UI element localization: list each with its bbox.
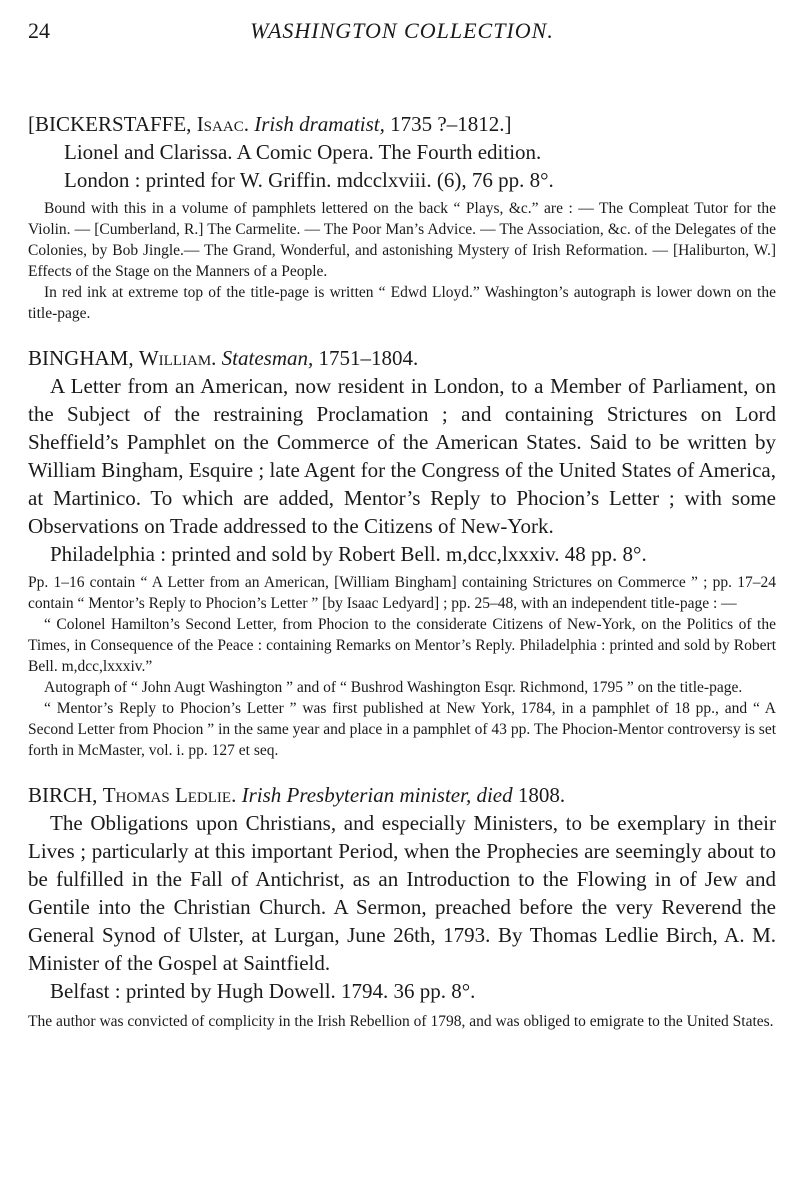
catalog-entry-bickerstaffe bbox=[28, 110, 776, 324]
entry-note: Autograph of “ John Augt Washington ” and of “ Bushrod Washington Esqr. Richmond, 1795 ” on the title-page. bbox=[44, 679, 743, 696]
catalog-entry-birch bbox=[28, 781, 776, 1032]
entry-heading: BIRCH, Thomas Ledlie. Irish Presbyterian minister, died 1808. bbox=[28, 783, 566, 807]
entry-note: In red ink at extreme top of the title-page is written “ Edwd Lloyd.” Washington’s autograph is lower down on the title-page. bbox=[28, 284, 776, 322]
entry-note: “ Mentor’s Reply to Phocion’s Letter ” was first published at New York, 1784, in a pamphlet of 18 pp., and “ A Second Letter from Phocion ” in the same year and place in a pamphlet of 43 pp. The Phocion-Mentor controversy is set forth in McMaster, vol. i. pp. 127 et seq. bbox=[28, 700, 776, 759]
entry-heading: [BICKERSTAFFE, Isaac. Irish dramatist, 1735 ?–1812.] bbox=[28, 112, 512, 136]
entry-title: The Obligations upon Christians, and especially Ministers, to be exemplary in their Lives ; particularly at this important Period, when the Prophecies are seemingly about to be fulfilled in the Fall of Antichrist, as an Introduction to the Flowing in of Jew and Gentile into the Christian Church. A Sermon, preached before the very Reverend the General Synod of Ulster, at Lurgan, June 26th, 1793. By Thomas Ledlie Birch, A. M. Minister of the Gospel at Saintfield. bbox=[28, 811, 776, 975]
entry-note: The author was convicted of complicity in the Irish Rebellion of 1798, and was obliged to emigrate to the United States. bbox=[28, 1013, 774, 1030]
catalog-page bbox=[28, 18, 776, 1032]
page-header bbox=[28, 18, 776, 58]
entry-note: “ Colonel Hamilton’s Second Letter, from Phocion to the considerate Citizens of New-York, on the Politics of the Times, in Consequence of the Peace : containing Remarks on Mentor’s Reply. Philadelphia : printed and sold by Robert Bell. m,dcc,lxxxiv.” bbox=[28, 616, 776, 675]
entry-imprint: Belfast : printed by Hugh Dowell. 1794. 36 pp. 8°. bbox=[50, 979, 476, 1003]
catalog-entry-bingham bbox=[28, 344, 776, 761]
entry-title: A Letter from an American, now resident in London, to a Member of Parliament, on the Subject of the restraining Proclamation ; and containing Strictures on Lord Sheffield’s Pamphlet on the Commerce of the American States. Said to be written by William Bingham, Esquire ; late Agent for the Congress of the United States of America, at Martinico. To which are added, Mentor’s Reply to Phocion’s Letter ; with some Observations on Trade addressed to the Citizens of New-York. bbox=[28, 374, 776, 538]
running-title: WASHINGTON COLLECTION. bbox=[250, 18, 554, 43]
entry-note: Pp. 1–16 contain “ A Letter from an American, [William Bingham] containing Strictures on Commerce ” ; pp. 17–24 contain “ Mentor’s Reply to Phocion’s Letter ” [by Isaac Ledyard] ; pp. 25–48, with an independent title-page : — bbox=[28, 574, 776, 612]
page-number: 24 bbox=[28, 18, 50, 43]
entry-imprint: Philadelphia : printed and sold by Robert Bell. m,dcc,lxxxiv. 48 pp. 8°. bbox=[50, 542, 647, 566]
entry-note: Bound with this in a volume of pamphlets lettered on the back “ Plays, &c.” are : — The Compleat Tutor for the Violin. — [Cumberland, R.] The Carmelite. — The Poor Man’s Advice. — The Association, &c. of the Delegates of the Colonies, by Bob Jingle.— The Grand, Wonderful, and astonishing Mystery of Irish Reformation. — [Haliburton, W.] Effects of the Stage on the Manners of a People. bbox=[28, 200, 776, 280]
entry-imprint-line: London : printed for W. Griffin. mdcclxviii. (6), 76 pp. 8°. bbox=[64, 168, 554, 192]
entry-heading: BINGHAM, William. Statesman, 1751–1804. bbox=[28, 346, 419, 370]
entry-title-line: Lionel and Clarissa. A Comic Opera. The Fourth edition. bbox=[64, 140, 542, 164]
